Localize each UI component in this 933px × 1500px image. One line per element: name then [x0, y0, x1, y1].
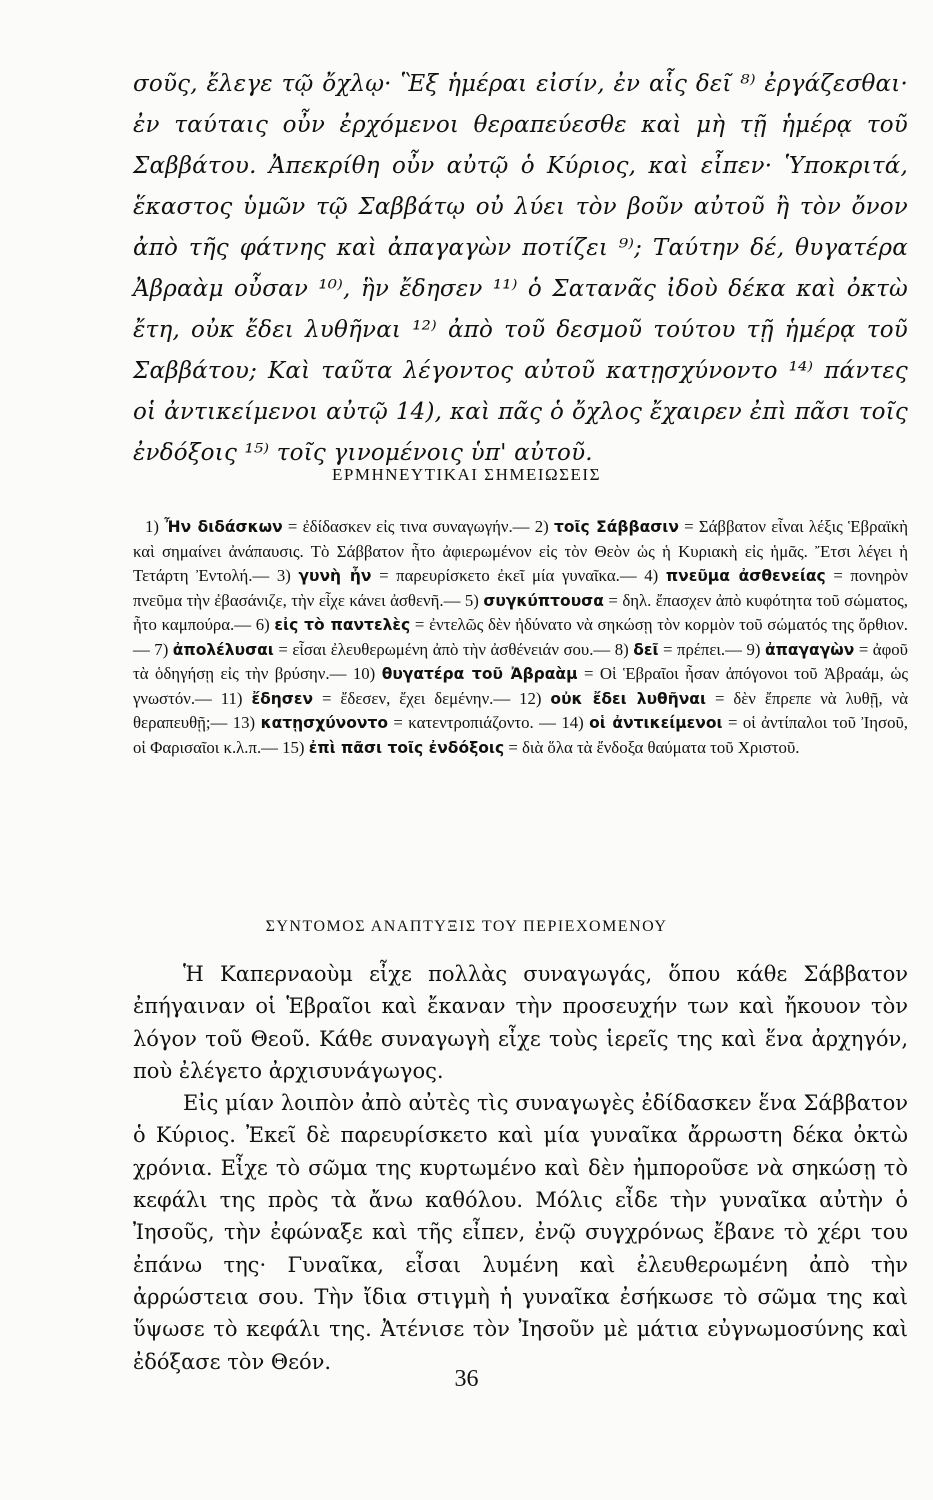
note-gloss: = Σάββατον εἶναι λέξις Ἑβραϊκὴ καὶ σημαίνει ἀνάπαυσις. Τὸ Σάββατον ἦτο ἀφιερωμένον εἰς τὸν Θεὸν ὡς ἡ Κυριακὴ εἰς ἡμᾶς. Ἔτσι λέγει ἡ Τετάρτη Ἐντολή.—	[133, 517, 908, 585]
note-gloss: = ἔδεσεν, ἔχει δεμένην.—	[321, 688, 511, 708]
note-term: ἀπαγαγὼν	[764, 640, 855, 659]
note-number: 4)	[644, 566, 659, 585]
note-term: ἐπὶ πᾶσι τοῖς ἐνδόξοις	[308, 738, 505, 757]
page-number: 36	[454, 1366, 479, 1392]
note-term: κατῃσχύνοντο	[260, 714, 388, 732]
note-term: οἱ ἀντικείμενοι	[589, 714, 723, 732]
note-term: δεῖ	[633, 640, 659, 659]
note-gloss: = ἐδίδασκεν εἰς τινα συναγωγήν.—	[287, 517, 530, 536]
note-number: 10)	[352, 664, 376, 683]
note-number: 5)	[464, 590, 479, 610]
note-item	[221, 689, 510, 708]
note-gloss: = εἶσαι ἐλευθερωμένη ἀπὸ τὴν ἀσθένειάν σου.—	[278, 639, 611, 659]
note-term: πνεῦμα ἀσθενείας	[665, 567, 826, 585]
scripture-passage	[133, 64, 908, 474]
note-number: 8)	[614, 639, 629, 659]
notes-paragraph	[133, 515, 908, 760]
summary-paragraph: Εἰς μίαν λοιπὸν ἀπὸ αὐτὲς τὶς συναγωγὲς ἐδίδασκεν ἕνα Σάββατον ὁ Κύριος. Ἐκεῖ δὲ παρευρίσκετο καὶ μία γυναῖκα ἄρρωστη δέκα ὀκτὼ χρόνια. Εἶχε τὸ σῶμα της κυρτωμένο καὶ δὲν ἠμποροῦσε νὰ σηκώσῃ τὸ κεφάλι της πρὸς τὰ ἄνω καθόλου. Μόλις εἶδε τὴν γυναῖκα αὐτὴν ὁ Ἰησοῦς, τὴν ἐφώναξε καὶ τῆς εἶπεν, ἐνῷ συγχρόνως ἔβανε τὸ χέρι του ἐπάνω της· Γυναῖκα, εἶσαι λυμένη καὶ ἐλευθερωμένη ἀπὸ τὴν ἀρρώστεια σου. Τὴν ἴδια στιγμὴ ἡ γυναῖκα ἐσήκωσε τὸ σῶμα της καὶ ὕψωσε τὸ κεφάλι της. Ἀτένισε τὸν Ἰησοῦν μὲ μάτια εὐγνωμοσύνης καὶ ἐδόξασε τὸν Θεόν.	[133, 1091, 908, 1374]
note-term: θυγατέρα τοῦ Ἀβραὰμ	[381, 665, 578, 683]
summary-paragraph: Ἡ Καπερναοὺμ εἶχε πολλὰς συναγωγάς, ὅπου κάθε Σάββατον ἐπήγαιναν οἱ Ἑβραῖοι καὶ ἔκαναν τὴν προσευχήν των καὶ ἤκουον τὸν λόγον τοῦ Θεοῦ. Κάθε συναγωγὴ εἶχε τοὺς ἱερεῖς της καὶ ἕνα ἀρχηγόν, ποὺ ἐλέγετο ἀρχισυνάγωγος.	[133, 962, 908, 1083]
note-number: 7)	[154, 639, 169, 659]
note-term: εἰς τὸ παντελὲς	[274, 616, 411, 634]
note-number: 15)	[282, 737, 305, 757]
note-item	[615, 640, 742, 659]
note-gloss: = δὲν ἔπρεπε νὰ λυθῇ, νὰ θεραπευθῇ;—	[133, 688, 909, 732]
note-number: 9)	[746, 639, 761, 659]
note-term: τοῖς Σάββασιν	[553, 518, 679, 536]
scripture-text: σοῦς, ἔλεγε τῷ ὄχλῳ· Ἓξ ἡμέραι εἰσίν, ἐν αἷς δεῖ ⁸⁾ ἐργάζεσθαι· ἐν ταύταις οὖν ἐρχόμενοι θεραπεύεσθε καὶ μὴ τῇ ἡμέρᾳ τοῦ Σαββάτου. Ἀπεκρίθη οὖν αὐτῷ ὁ Κύριος, καὶ εἶπεν· Ὑποκριτά, ἕκαστος ὑμῶν τῷ Σαββάτῳ οὐ λύει τὸν βοῦν αὐτοῦ ἢ τὸν ὄνον ἀπὸ τῆς φάτνης καὶ ἀπαγαγὼν ποτίζει ⁹⁾; Ταύτην δέ, θυγατέρα Ἀβραὰμ οὖσαν ¹⁰⁾, ἣν ἔδησεν ¹¹⁾ ὁ Σατανᾶς ἰδοὺ δέκα καὶ ὀκτὼ ἔτη, οὐκ ἔδει λυθῆναι ¹²⁾ ἀπὸ τοῦ δεσμοῦ τούτου τῇ ἡμέρᾳ τοῦ Σαββάτου; Καὶ ταῦτα λέγοντος αὐτοῦ κατῃσχύνοντο ¹⁴⁾ πάντες οἱ ἀντικείμενοι αὐτῷ 14), καὶ πᾶς ὁ ὄχλος ἔχαιρεν ἐπὶ πᾶσι τοῖς ἐνδόξοις ¹⁵⁾ τοῖς γινομένοις ὑπ' αὐτοῦ.	[133, 71, 908, 466]
note-item	[282, 738, 799, 757]
note-number: 1)	[145, 517, 159, 536]
note-gloss: = παρευρίσκετο ἐκεῖ μία γυναῖκα.—	[379, 566, 637, 585]
note-item	[154, 640, 610, 659]
note-number: 2)	[534, 517, 549, 536]
note-number: 11)	[220, 688, 243, 708]
note-term: Ἦν διδάσκων	[164, 518, 283, 536]
note-gloss: = πονηρὸν πνεῦμα τὴν ἐβασάνιζε, τὴν εἶχε κάνει ἀσθενῆ.—	[133, 566, 908, 610]
note-gloss: = Οἱ Ἑβραῖοι ἦσαν ἀπόγονοι τοῦ Ἀβραάμ, ὡς γνωστόν.—	[133, 664, 909, 708]
note-number: 3)	[276, 566, 291, 585]
note-number: 13)	[232, 713, 256, 732]
note-gloss: = διὰ ὅλα τὰ ἔνδοξα θαύματα τοῦ Χριστοῦ.	[508, 737, 800, 757]
note-gloss: = δηλ. ἔπασχεν ἀπὸ κυφότητα τοῦ σώματος, ἦτο καμπούρα.—	[133, 590, 908, 634]
note-item	[233, 713, 556, 732]
note-term: ἔδησεν	[251, 689, 314, 708]
note-item	[277, 566, 637, 585]
note-term: συγκύπτουσα	[483, 591, 604, 610]
note-term: οὐκ ἔδει λυθῆναι	[550, 689, 706, 708]
note-gloss: = ἐντελῶς δὲν ἠδύνατο νὰ σηκώσῃ τὸν κορμὸν τοῦ σώματός της ὄρθιον.—	[133, 615, 908, 659]
note-number: 14)	[561, 713, 584, 732]
note-gloss: = ἀφοῦ τὰ ὁδηγήσῃ εἰς τὴν βρύσην.—	[133, 639, 908, 683]
note-number: 12)	[519, 688, 542, 708]
note-term: γυνὴ ἦν	[298, 567, 372, 585]
note-gloss: = οἱ ἀντίπαλοι τοῦ Ἰησοῦ, οἱ Φαρισαῖοι κ.λ.π.—	[133, 713, 908, 757]
summary-section	[133, 958, 908, 1378]
notes-heading: ΕΡΜΗΝΕΥΤΙΚΑΙ ΣΗΜΕΙΩΣΕΙΣ	[332, 465, 601, 484]
note-gloss: = κατεντροπιάζοντο. —	[393, 713, 556, 732]
note-item	[145, 517, 529, 536]
note-term: ἀπολέλυσαι	[172, 640, 274, 659]
explanatory-notes	[133, 515, 908, 760]
note-number: 6)	[255, 615, 270, 634]
note-gloss: = πρέπει.—	[663, 639, 742, 659]
summary-heading: ΣΥΝΤΟΜΟΣ ΑΝΑΠΤΥΞΙΣ ΤΟΥ ΠΕΡΙΕΧΟΜΕΝΟΥ	[265, 918, 668, 935]
